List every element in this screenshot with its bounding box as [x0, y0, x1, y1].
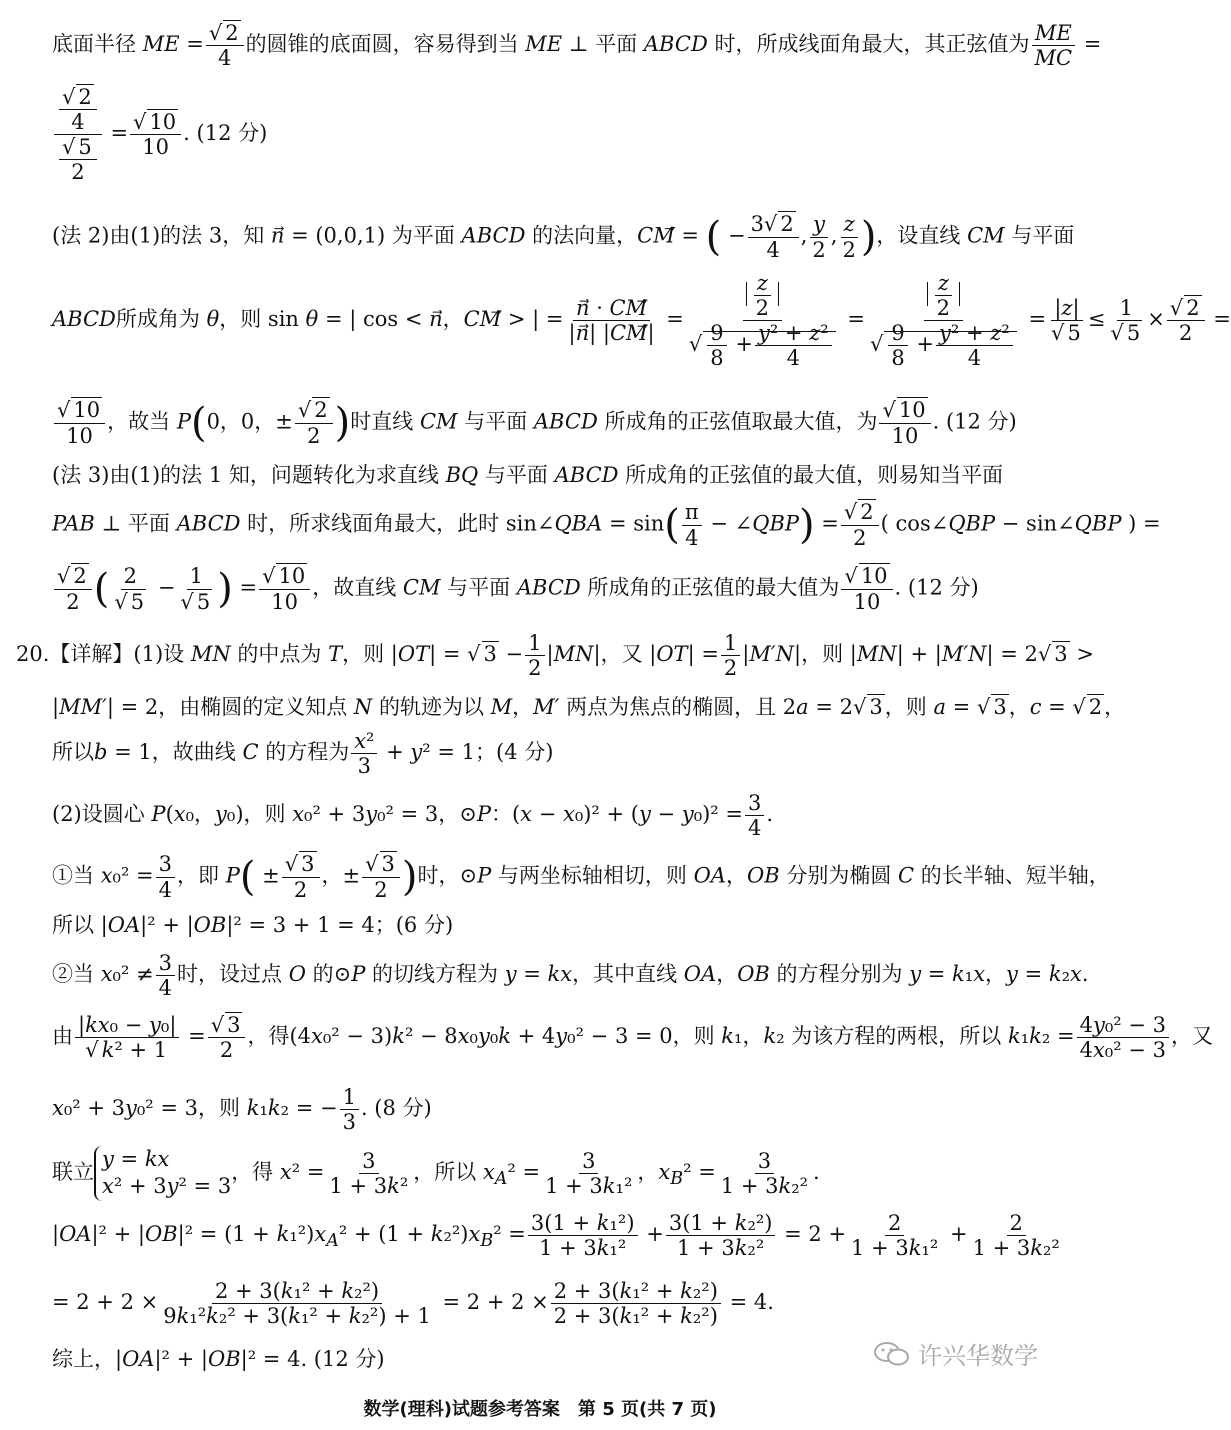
line-20: = 2 + 2 × $\frac{\text{2 + 3(k₁² + k₂²)}}{\text{9k₁²k₂² + 3(k₁² + k₂²) + 1}}$ = 2 + 2 × $\frac{\text{2 + 3(k₁² + k₂²)}}{\text{2 + 3(k₁² + k₂²)}}$ = 4. — [52, 1279, 774, 1329]
line-21: 综上，|OA|² + |OB|² = 4. (12 分) — [52, 1347, 385, 1371]
line-2: $\frac{\frac{√ 2}{4}}{\frac{√ 5}{2}}$ = $\frac{√ 10}{10}$ . (12 分) — [52, 86, 1066, 183]
line-6: (法 3)由(1)的法 1 知，问题转化为求直线 BQ 与平面 ABCD 所成角的正弦值的最大值，则易知当平面 — [52, 463, 1004, 487]
wechat-icon — [872, 1340, 912, 1368]
line-4: ABCD所成角为 θ，则 sin θ = | cos < n⃗，CM⃗ > | = $\frac{n⃗ \cdot CM}{|n⃗| |CM⃗|}$ = $\frac{z}{2}$ √ $\frac{9}{8}$ + $\frac{\text{y² + z²}}{4}$ = $\frac{z}{2}$ √ $\frac{9}{8}$ + $\frac{\text{y² + z²}}{4}$ = $\frac{|z|}{√ 5}$ ≤ $\frac{1}{√ 5}$ × $\frac{√ 2}{2}$ = — [52, 271, 1231, 371]
watermark — [872, 1336, 1038, 1371]
watermark-text: 许兴华数学 — [918, 1342, 1038, 1370]
line-8: $\frac{√ 2}{2}$ ( $\frac{2}{√ 5}$ − $\frac{1}{√ 5}$ ) = $\frac{√ 10}{10}$ ，故直线 CM 与平面 ABCD 所成角的正弦值的最大值为 $\frac{√ 10}{10}$ . (12 分) — [52, 564, 1066, 614]
line-15: ②当 x₀² ≠ $\frac{3}{4}$ 时，设过点 O 的⊙P 的切线方程为 y = kx，其中直线 OA，OB 的方程分别为 y = k₁x，y = k₂x. — [52, 951, 1089, 1001]
line-5: $\frac{√ 10}{10}$ ，故当 P(0，0，± $\frac{√ 2}{2}$ )时直线 CM 与平面 ABCD 所成角的正弦值取最大值，为 $\frac{√ 10}{10}$ . (12 分) — [52, 398, 1066, 448]
line-19: $|OA|^2 + |OB|^2 = (1 + k_1^2)x_A^2 + (1 + k_2^2)x_B^2$ = $\frac{\text{3(1 + k₁²)}}{\text{1 + 3k₁²}}$ + $\frac{\text{3(1 + k₂²)}}{\text{1 + 3k₂²}}$ = 2 + $\frac{2}{\text{1 + 3k₁²}}$ + $\frac{2}{\text{1 + 3k₂²}}$ — [52, 1211, 1060, 1261]
line-17: x₀² + 3y₀² = 3，则 k₁k₂ = − $\frac{1}{3}$ . (8 分) — [52, 1085, 432, 1135]
line-12: (2)设圆心 P(x₀，y₀)，则 x₀² + 3y₀² = 3，⊙P：(x − x₀)² + (y − y₀)² = $\frac{3}{4}$ . — [52, 791, 774, 841]
line-13: ①当 x₀² = $\frac{3}{4}$ ，即 P( ± $\frac{√ 3}{2}$ ，± $\frac{√ 3}{2}$ )时，⊙P 与两坐标轴相切，则 OA，OB 分别为椭圆 C 的长半轴、短半轴， — [52, 852, 1110, 902]
line-18: 联立 y = kx x² + 3y² = 3 ，得 x² = $\frac{3}{\text{1 + 3k²}}$ ，所以 $x_A^2$ = $\frac{3}{\text{1 + 3k₁²}}$ ，$x_B^2$ = $\frac{3}{\text{1 + 3k₂²}}$ . — [52, 1146, 1066, 1201]
line-3: (法 2)由(1)的法 3，知 n⃗ = (0,0,1) 为平面 ABCD 的法向量，CM⃗ = ( − $\frac{3√ 2}{4}$ , $\frac{y}{2}$ , $\frac{z}{2}$ )，设直线 CM 与平面 — [52, 212, 1075, 262]
line-1: 底面半径 ME = $\frac{√ 2}{4}$ 的圆锥的底面圆，容易得到当 ME ⊥ 平面 ABCD 时，所成线面角最大，其正弦值为 $\frac{ME}{MC}$ = — [52, 21, 1102, 71]
page-footer: 数学(理科)试题参考答案 第 5 页(共 7 页) — [363, 1399, 717, 1420]
line-16: 由 $\frac{\text{|kx₀ − y₀|}}{\text{√ k² + 1}}$ = $\frac{√ 3}{2}$ ，得(4x₀² − 3)k² − 8x₀y₀k + 4y₀² − 3 = 0，则 k₁，k₂ 为该方程的两根，所以 k₁k₂ = $\frac{\text{4y₀² − 3}}{\text{4x₀² − 3}}$ ，又 — [52, 1013, 1213, 1063]
line-14: 所以 |OA|² + |OB|² = 3 + 1 = 4；(6 分) — [52, 913, 454, 937]
line-7: PAB ⊥ 平面 ABCD 时，所求线面角最大，此时 sin∠QBA = sin( $\frac{\pi}{4}$ − ∠QBP) = $\frac{√ 2}{2}$ ( cos∠QBP − sin∠QBP ) = — [52, 500, 1161, 550]
line-11: 所以b = 1，故曲线 C 的方程为 $\frac{\text{x²}}{3}$ + y² = 1；(4 分) — [52, 729, 554, 779]
line-10: |MM′| = 2，由椭圆的定义知点 N 的轨迹为以 M，M′ 两点为焦点的椭圆，且 2a = 2√ 3，则 a = √ 3，c = √ 2， — [52, 695, 1126, 719]
line-9: 20.【详解】(1)设 MN 的中点为 T，则 |OT| = √ 3 − $\frac{1}{2}$ |MN|，又 |OT| = $\frac{1}{2}$ |M′N|，则 |MN| + |M′N| = 2√ 3 > — [16, 631, 1094, 681]
